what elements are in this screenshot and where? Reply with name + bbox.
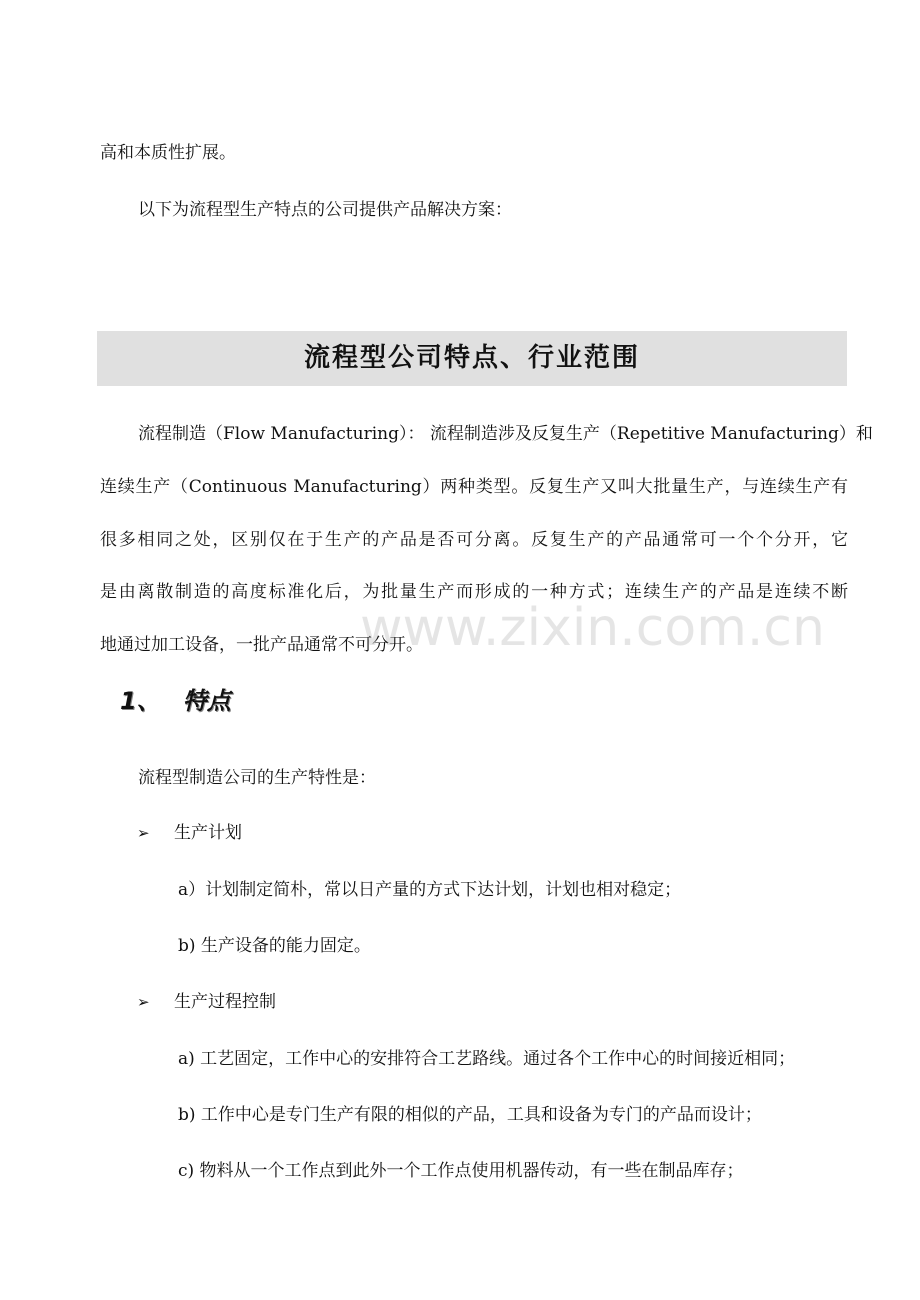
arrow-bullet-icon: ➢ (137, 824, 150, 842)
list-item: a）计划制定简朴，常以日产量的方式下达计划，计划也相对稳定； (178, 880, 682, 900)
list-item: c) 物料从一个工作点到此外一个工作点使用机器传动，有一些在制品库存； (178, 1161, 744, 1181)
intro-line-2: 以下为流程型生产特点的公司提供产品解决方案： (138, 200, 512, 220)
section-number: 1、 (120, 687, 161, 715)
section-heading (120, 686, 231, 716)
section-title: 流程型公司特点、行业范围 (303, 343, 640, 373)
arrow-bullet-icon: ➢ (137, 993, 150, 1011)
list-item: a) 工艺固定，工作中心的安排符合工艺路线。通过各个工作中心的时间接近相同； (178, 1049, 796, 1069)
intro-line-1: 高和本质性扩展。 (100, 143, 236, 163)
paragraph-line-4: 是由离散制造的高度标准化后，为批量生产而形成的一种方式；连续生产的产品是连续不断 (100, 582, 848, 602)
section-title-bar (97, 331, 847, 386)
group-title-production-plan: 生产计划 (174, 823, 242, 843)
list-item: b) 工作中心是专门生产有限的相似的产品，工具和设备为专门的产品而设计； (178, 1105, 762, 1125)
group-title-process-control: 生产过程控制 (174, 992, 276, 1012)
list-item: b) 生产设备的能力固定。 (178, 936, 371, 956)
paragraph-line-1: 流程制造（Flow Manufacturing）： 流程制造涉及反复生产（Repetitive Manufacturing）和 (138, 424, 873, 444)
watermark: www.zixin.com.cn (360, 598, 825, 658)
paragraph-line-3: 很多相同之处，区别仅在于生产的产品是否可分离。反复生产的产品通常可一个个分开，它 (100, 530, 848, 550)
section-heading-title: 特点 (182, 687, 231, 715)
features-intro: 流程型制造公司的生产特性是： (138, 768, 376, 788)
paragraph-line-2: 连续生产（Continuous Manufacturing）两种类型。反复生产又叫大批量生产，与连续生产有 (100, 477, 848, 497)
paragraph-line-5: 地通过加工设备，一批产品通常不可分开。 (100, 635, 423, 655)
